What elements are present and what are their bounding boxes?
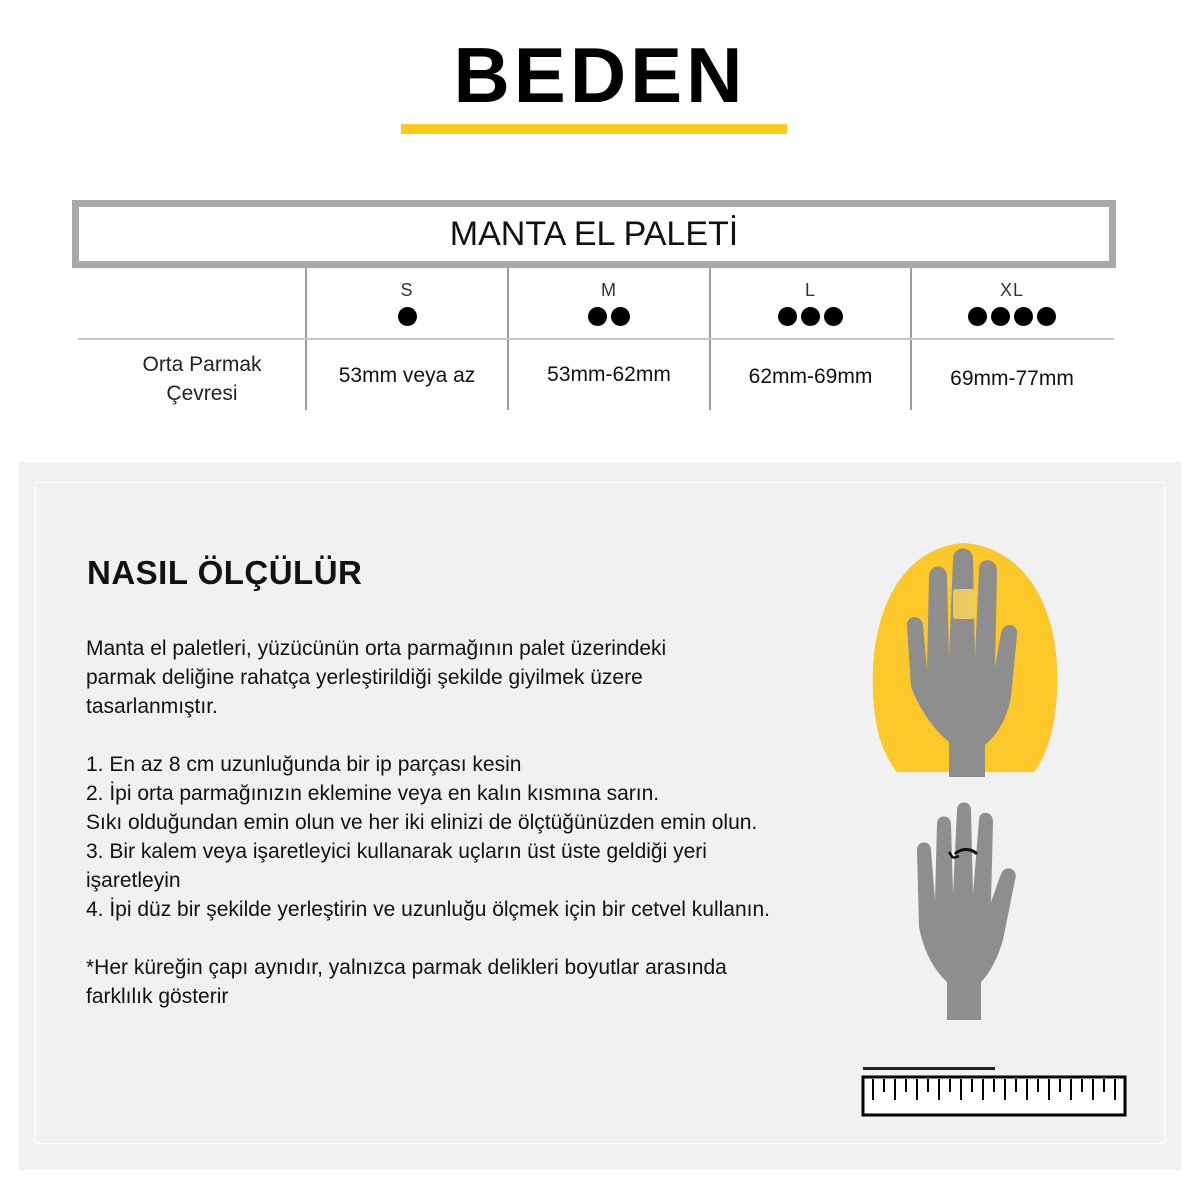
size-dot	[968, 307, 987, 326]
text-line: Manta el paletleri, yüzücünün orta parmağının palet üzerindeki	[86, 637, 667, 660]
size-label: S	[400, 280, 414, 300]
step-line: Sıkı olduğundan emin olun ve her iki elinizi de ölçtüğünüzden emin olun.	[86, 811, 758, 834]
size-label: M	[601, 280, 617, 300]
hand-with-string-icon	[909, 802, 1029, 1022]
size-dot	[1037, 307, 1056, 326]
size-dots	[912, 307, 1112, 329]
text-line: parmak deliğine rahatça yerleştirildiği şekilde giyilmek üzere	[86, 666, 643, 689]
row-label-finger-circumference	[102, 350, 302, 408]
size-grid	[72, 268, 1116, 410]
size-label: XL	[999, 280, 1025, 300]
size-value-xl: 69mm-77mm	[950, 367, 1074, 390]
size-value-l: 62mm-69mm	[748, 365, 873, 388]
page-title: BEDEN	[453, 31, 747, 119]
size-dot	[611, 307, 630, 326]
size-dot	[588, 307, 607, 326]
step-line: işaretleyin	[86, 869, 181, 892]
row-label-line: Çevresi	[166, 382, 238, 405]
row-divider	[78, 338, 1114, 340]
size-header-s	[307, 268, 507, 338]
step-line: 4. İpi düz bir şekilde yerleştirin ve uzunluğu ölçmek için bir cetvel kullanın.	[86, 898, 770, 921]
size-header-m	[509, 268, 709, 338]
finger-hole	[953, 589, 975, 619]
how-to-text	[86, 634, 886, 1040]
note-line: *Her küreğin çapı aynıdır, yalnızca parmak delikleri boyutlar arasında	[86, 956, 727, 979]
size-header-xl	[912, 268, 1112, 338]
row-label-line: Orta Parmak	[142, 353, 262, 376]
hand-on-paddle-icon	[869, 537, 1059, 787]
size-dot	[398, 307, 417, 326]
how-to-measure-panel	[19, 462, 1181, 1170]
table-title: MANTA EL PALETİ	[72, 200, 1116, 268]
size-dot	[991, 307, 1010, 326]
size-header-l	[711, 268, 910, 338]
step-line: 1. En az 8 cm uzunluğunda bir ip parçası kesin	[86, 753, 522, 776]
ruler-icon	[861, 1062, 1131, 1122]
size-dots	[307, 307, 507, 329]
size-dot	[1014, 307, 1033, 326]
size-value-s: 53mm veya az	[338, 364, 476, 387]
step-line: 2. İpi orta parmağınızın eklemine veya en kalın kısmına sarın.	[86, 782, 660, 805]
intro-paragraph	[86, 634, 886, 721]
size-dot	[824, 307, 843, 326]
text-line: tasarlanmıştır.	[86, 695, 218, 718]
size-dot	[778, 307, 797, 326]
size-dots	[711, 307, 910, 329]
note-paragraph	[86, 953, 886, 1011]
size-dot	[801, 307, 820, 326]
step-line: 3. Bir kalem veya işaretleyici kullanarak uçların üst üste geldiği yeri	[86, 840, 707, 863]
how-to-title: NASIL ÖLÇÜLÜR	[87, 554, 363, 591]
steps-paragraph	[86, 750, 886, 924]
size-table	[72, 200, 1116, 410]
hand-shape	[917, 803, 1016, 1021]
title-underline	[401, 124, 787, 134]
note-line: farklılık gösterir	[86, 985, 229, 1008]
size-value-m: 53mm-62mm	[547, 363, 671, 386]
ruler-string	[863, 1067, 995, 1070]
size-label: L	[804, 280, 816, 300]
size-dots	[509, 307, 709, 329]
